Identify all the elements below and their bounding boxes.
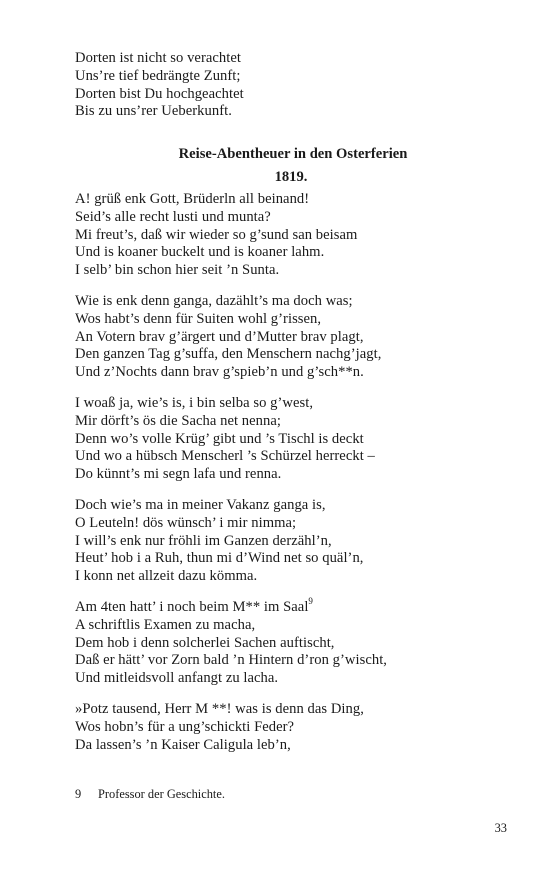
verse-line: Und z’Nochts dann brav g’spieb’n und g’sch**n. [75,364,364,381]
verse-line: A! grüß enk Gott, Brüderln all beinand! [75,191,310,207]
stanza-1 [75,191,357,280]
verse-line: Mir dörft’s ös die Sacha net nenna; [75,412,282,429]
stanza-3 [75,395,375,484]
verse-line: Do künnt’s mi segn lafa und renna. [75,466,282,483]
stanza-2 [75,293,381,382]
verse-line: Doch wie’s ma in meiner Vakanz ganga is, [75,497,326,513]
verse-line: Daß er hätt’ vor Zorn bald ’n Hintern d’ron g’wischt, [75,652,387,669]
verse-line: Dorten ist nicht so verachtet [75,50,241,66]
verse-line: Dorten bist Du hochgeachtet [75,85,244,102]
verse-line: Heut’ hob i a Ruh, thun mi d’Wind net so quäl’n, [75,550,364,567]
verse-line: Und mitleidsvoll anfangt zu lacha. [75,670,279,687]
verse-line [75,596,387,617]
verse-line: Den ganzen Tag g’suffa, den Menschern nachg’jagt, [75,346,382,363]
verse-line: A schriftlis Examen zu macha, [75,616,256,633]
verse-line: Dem hob i denn solcherlei Sachen auftischt, [75,634,335,651]
verse-line: Mi freut’s, daß wir wieder so g’sund san beisam [75,226,358,243]
verse-line: Wie is enk denn ganga, dazählt’s ma doch was; [75,293,353,309]
verse-line: I woaß ja, wie’s is, i bin selba so g’west, [75,395,314,411]
verse-line: An Votern brav g’ärgert und d’Mutter brav plagt, [75,328,364,345]
verse-line: Seid’s alle recht lusti und munta? [75,208,271,225]
verse-line: Wos hobn’s für a ung’schickti Feder? [75,718,295,735]
footnote-reference[interactable]: 9 [308,596,313,607]
footnote [75,786,225,802]
verse-line: Und wo a hübsch Menscherl ’s Schürzel herreckt – [75,448,375,465]
page-number: 33 [494,821,507,835]
footnote-text: Professor der Geschichte. [98,787,225,801]
verse-line: I will’s enk nur fröhli im Ganzen derzähl’n, [75,532,332,549]
poem-title: Reise-Abentheuer in den Osterferien [178,146,408,162]
stanza-4 [75,497,364,586]
verse-line: I selb’ bin schon hier seit ’n Sunta. [75,262,280,279]
verse-line: O Leuteln! dös wünsch’ i mir nimma; [75,514,297,531]
verse-line: Wos habt’s denn für Suiten wohl g’rissen, [75,310,322,327]
stanza-6 [75,701,364,754]
verse-text: Am 4ten hatt’ i noch beim M** im Saal [75,599,309,615]
verse-line: Bis zu uns’rer Ueberkunft. [75,103,232,120]
footnote-number: 9 [75,787,82,801]
stanza-5 [75,596,387,688]
verse-line: Denn wo’s volle Krüg’ gibt und ’s Tischl is deckt [75,430,364,447]
verse-line: »Potz tausend, Herr M **! was is denn das Ding, [75,701,364,717]
verse-line: Uns’re tief bedrängte Zunft; [75,67,241,84]
verse-line: Da lassen’s ’n Kaiser Caligula leb’n, [75,736,291,753]
poem-year: 1819. [274,169,308,185]
verse-line: Und is koaner buckelt und is koaner lahm. [75,244,325,261]
opening-stanza [75,50,244,121]
verse-line: I konn net allzeit dazu kömma. [75,568,258,585]
